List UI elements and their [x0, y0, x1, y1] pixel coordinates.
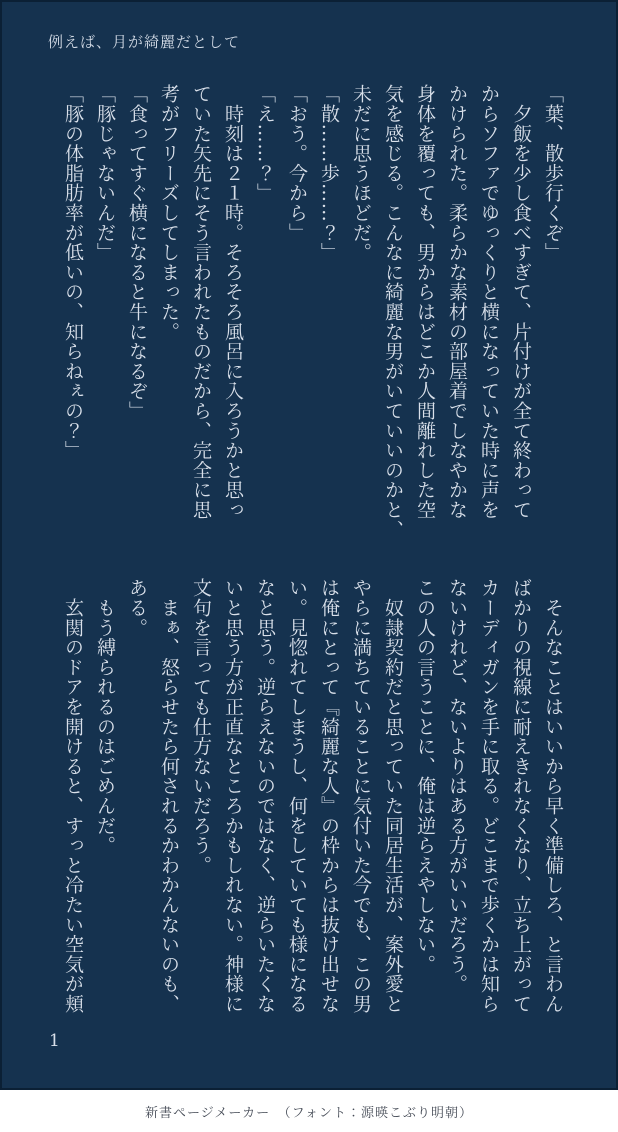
vertical-text-line: カーディガンを手に取る。どこまで歩くかは知ら: [478, 578, 500, 1014]
vertical-text-block-bottom: [57, 578, 569, 1013]
vertical-text-line: かけられた。柔らかな素材の部屋着でしなやかな: [446, 84, 468, 520]
vertical-text-line: 「え……？」: [254, 84, 276, 203]
vertical-text-line: い。見惚れてしまうし、何をしていても様になる: [286, 578, 308, 1014]
running-header-title: 例えば、月が綺麗だとして: [48, 33, 241, 51]
vertical-text-line: 考がフリーズしてしまった。: [158, 84, 180, 342]
vertical-text-line: 夕飯を少し食べすぎて、片付けが全て終わって: [510, 84, 532, 520]
vertical-text-line: 「豚じゃないんだ」: [94, 84, 116, 263]
vertical-text-line: 「葉、散歩行くぞ」: [542, 84, 564, 263]
footer-strip: [0, 1090, 618, 1132]
vertical-text-line: ばかりの視線に耐えきれなくなり、立ち上がって: [510, 578, 532, 1014]
vertical-text-line: 「食ってすぐ横になると牛になるぞ」: [126, 84, 148, 421]
vertical-text-line: 玄関のドアを開けると、すっと冷たい空気が頬: [62, 578, 84, 1014]
vertical-text-line: 未だに思うほどだ。: [350, 84, 372, 263]
vertical-text-line: からソファでゆっくりと横になっていた時に声を: [478, 84, 500, 520]
vertical-text-line: は俺にとって『綺麗な人』の枠からは抜け出せな: [318, 578, 340, 1014]
vertical-text-line: そんなことはいいから早く準備しろ、と言わん: [542, 578, 564, 1014]
vertical-text-line: 「豚の体脂肪率が低いの、知らねぇの？」: [62, 84, 84, 461]
vertical-text-line: もう縛られるのはごめんだ。: [94, 578, 116, 856]
vertical-text-line: 「散……歩……？」: [318, 84, 340, 263]
vertical-text-line: 時刻は２１時。そろそろ風呂に入ろうかと思っ: [222, 84, 244, 520]
vertical-text-line: 文句を言っても仕方ないだろう。: [190, 578, 212, 875]
vertical-text-line: ある。: [126, 578, 148, 638]
vertical-text-line: 奴隷契約だと思っていた同居生活が、案外愛と: [382, 578, 404, 1014]
page-number: 1: [49, 1031, 60, 1051]
vertical-text-line: なと思う。逆らえないのではなく、逆らいたくな: [254, 578, 276, 1014]
vertical-text-block-top: [57, 84, 569, 540]
generator-credit-label: 新書ページメーカー （フォント：源暎こぶり明朝）: [145, 1105, 473, 1121]
vertical-text-line: ないけれど、ないよりはある方がいいだろう。: [446, 578, 468, 994]
vertical-text-line: やらに満ちていることに気付いた今でも、この男: [350, 578, 372, 1014]
vertical-text-line: まぁ、怒らせたら何されるかわかんないのも、: [158, 578, 180, 1014]
vertical-text-line: ていた矢先にそう言われたものだから、完全に思: [190, 84, 212, 520]
vertical-text-line: いと思う方が正直なところかもしれない。神様に: [222, 578, 244, 1014]
vertical-text-line: 気を感じる。こんなに綺麗な男がいていいのかと、: [382, 84, 404, 540]
vertical-text-line: 身体を覆っても、男からはどこか人間離れした空: [414, 84, 436, 520]
vertical-text-line: 「おう。今から」: [286, 84, 308, 243]
vertical-text-line: この人の言うことに、俺は逆らえやしない。: [414, 578, 436, 974]
